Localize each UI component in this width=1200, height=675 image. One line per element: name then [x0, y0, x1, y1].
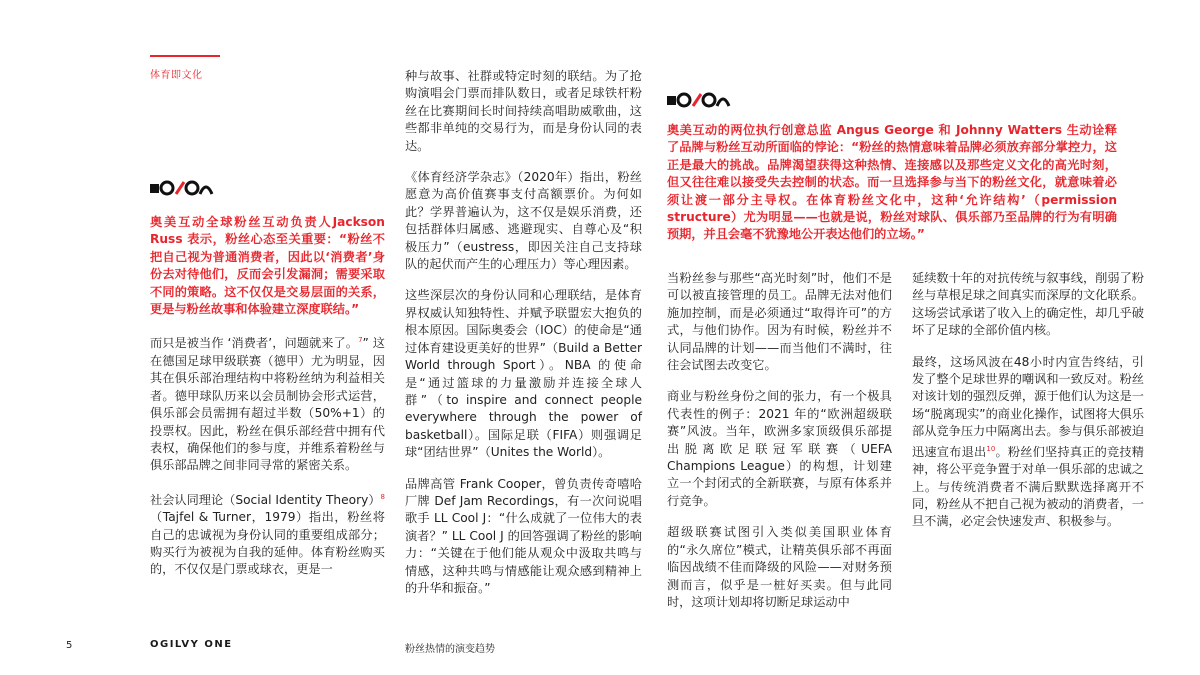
footer-title: 粉丝热情的演变趋势 — [405, 644, 495, 655]
ogilvy-logo-mark-icon — [150, 178, 385, 198]
col4-paragraph-2 — [912, 354, 1144, 531]
col3-paragraph-2: 商业与粉丝身份之间的张力，有一个极具代表性的例子：2021 年的“欧洲超级联赛”风波。当年，欧洲多家顶级俱乐部提出脱离欧足联冠军联赛（UEFA Champions League）的构想，计划建立一个封闭式的全新联赛，与原有体系并行竞争。 — [667, 389, 892, 508]
col2-paragraph-2: 《体育经济学杂志》（2020年）指出，粉丝愿意为高价值赛事支付高额票价。为何如此？学界普遍认为，这不仅是娱乐消费，还包括群体归属感、逃避现实、自尊心及“积极压力”（eustress，即因关注自己支持球队的起伏而产生的心理压力）等心理因素。 — [405, 170, 642, 272]
footnote-ref-7[interactable]: 7 — [358, 336, 363, 345]
footnote-ref-8[interactable]: 8 — [380, 492, 385, 501]
col2-paragraph-4: 品牌高管 Frank Cooper，曾负责传奇嘻哈厂牌 Def Jam Recordings，有一次问说唱歌手 LL Cool J：“什么成就了一位伟大的表演者？” LL Cool J 的回答强调了粉丝的影响力：“关键在于他们能从观众中汲取共鸣与情感，这种共鸣与情感能让观众感到精神上的升华和振奋。” — [405, 476, 642, 595]
column-2 — [405, 68, 642, 611]
column-3 — [667, 270, 892, 625]
col3-paragraph-3: 超级联赛试图引入类似美国职业体育的“永久席位”模式，让精英俱乐部不再面临因战绩不佳而降级的风险——对财务预测而言，似乎是一桩好买卖。但与此同时，这项计划却将切断足球运动中 — [667, 525, 892, 609]
col3-paragraph-1: 当粉丝参与那些“高光时刻”时，他们不是可以被直接管理的员工。品牌无法对他们施加控制，而是必须通过“取得许可”的方式，与他们协作。因为有时候，粉丝并不认同品牌的计划——而当他们不满时，往往会试图去改变它。 — [667, 271, 892, 373]
footnote-ref-10[interactable]: 10 — [986, 444, 996, 453]
ogilvy-logo-mark-icon — [667, 90, 1117, 110]
col2-paragraph-3: 这些深层次的身份认同和心理联结，是体育界权威认知独特性、并赋予联盟宏大抱负的根本原因。国际奥委会（IOC）的使命是“通过体育建设更美好的世界”（Build a Better World through Sport）。NBA 的使命是“通过篮球的力量激励并连接全球人群”（to inspire and connect people everywhere through the power of basketball）。国际足联（FIFA）则强调足球“团结世界”（Unites the World）。 — [405, 288, 642, 460]
section-label: 体育即文化 — [150, 70, 203, 81]
col4-paragraph-1: 延续数十年的对抗传统与叙事线，削弱了粉丝与草根足球之间真实而深厚的文化联系。这场尝试承诺了收入上的确定性，却几乎破坏了足球的全部价值内核。 — [912, 271, 1144, 338]
col4-p2-lead: 最终，这场风波在48小时内宣告终结，引发了整个足球世界的嘲讽和一致反对。粉丝对该计划的强烈反弹，源于他们认为这是一场“脱离现实”的商业化操作，试图将大俱乐部从竞争压力中隔离出去。参与俱乐部被迫迅速宣布退出 — [912, 354, 1145, 459]
col1-paragraph-2 — [150, 489, 385, 579]
col1-paragraph-1 — [150, 332, 385, 474]
col1-p2-lead: 社会认同理论（Social Identity Theory） — [150, 492, 381, 507]
pull-quote-george-watters: 奥美互动的两位执行创意总监 Angus George 和 Johnny Watters 生动诠释了品牌与粉丝互动所面临的悖论：“粉丝的热情意味着品牌必须放弃部分掌控力，这正是最大的挑战。品牌渴望获得这种热情、连接感以及那些定义文化的高光时刻，但又往往难以接受失去控制的状态。而一旦选择参与当下的粉丝文化，就意味着必须让渡一部分主导权。在体育粉丝文化中，这种‘允许结构’（permission structure）尤为明显——也就是说，粉丝对球队、俱乐部乃至品牌的行为有明确预期，并且会毫不犹豫地公开表达他们的立场。” — [667, 123, 1117, 242]
column-4 — [912, 270, 1144, 545]
col1-p2-body: （Tajfel & Turner，1979）指出，粉丝将自己的忠诚视为身份认同的重要组成部分；购买行为被视为自我的延伸。体育粉丝购买的，不仅仅是门票或球衣，更是一 — [150, 510, 385, 577]
pull-quote-jackson-russ: 奥美互动全球粉丝互动负责人Jackson Russ 表示，粉丝心态至关重要：“粉丝不把自己视为普通消费者，因此以‘消费者’身份去对待他们，反而会引发漏洞；需要采取不同的策略。这不仅仅是交易层面的关系，更是与粉丝故事和体验建立深度联结。” — [150, 215, 385, 317]
right-quote-block — [667, 90, 1117, 244]
header-accent-line — [150, 55, 220, 57]
column-1 — [150, 178, 385, 593]
col1-p1-lead: 而只是被当作 ‘消费者’，问题就来了。 — [150, 336, 359, 351]
page-number: 5 — [66, 640, 73, 651]
col2-paragraph-1: 种与故事、社群或特定时刻的联结。为了抢购演唱会门票而排队数日，或者足球铁杆粉丝在比赛期间长时间持续高唱助威歌曲，这些都非单纯的交易行为，而是身份认同的表达。 — [405, 69, 642, 153]
col4-p2-body: 。粉丝们坚持真正的竞技精神，将公平竞争置于对单一俱乐部的忠诚之上。与传统消费者不满后默默选择离开不同，粉丝从不把自己视为被动的消费者，一旦不满，必定会快速发声、积极参与。 — [912, 444, 1144, 529]
col1-p1-body: ” 这在德国足球甲级联赛（德甲）尤为明显，因其在俱乐部治理结构中将粉丝纳为利益相关者。德甲球队历来以会员制协会形式运营，俱乐部会员需拥有超过半数（50%+1）的投票权。因此，粉丝在俱乐部经营中拥有代表权，确保他们的参与度，并维系着粉丝与俱乐部品牌之间非同寻常的紧密关系。 — [150, 336, 385, 473]
footer-brand: OGILVY ONE — [150, 639, 233, 650]
